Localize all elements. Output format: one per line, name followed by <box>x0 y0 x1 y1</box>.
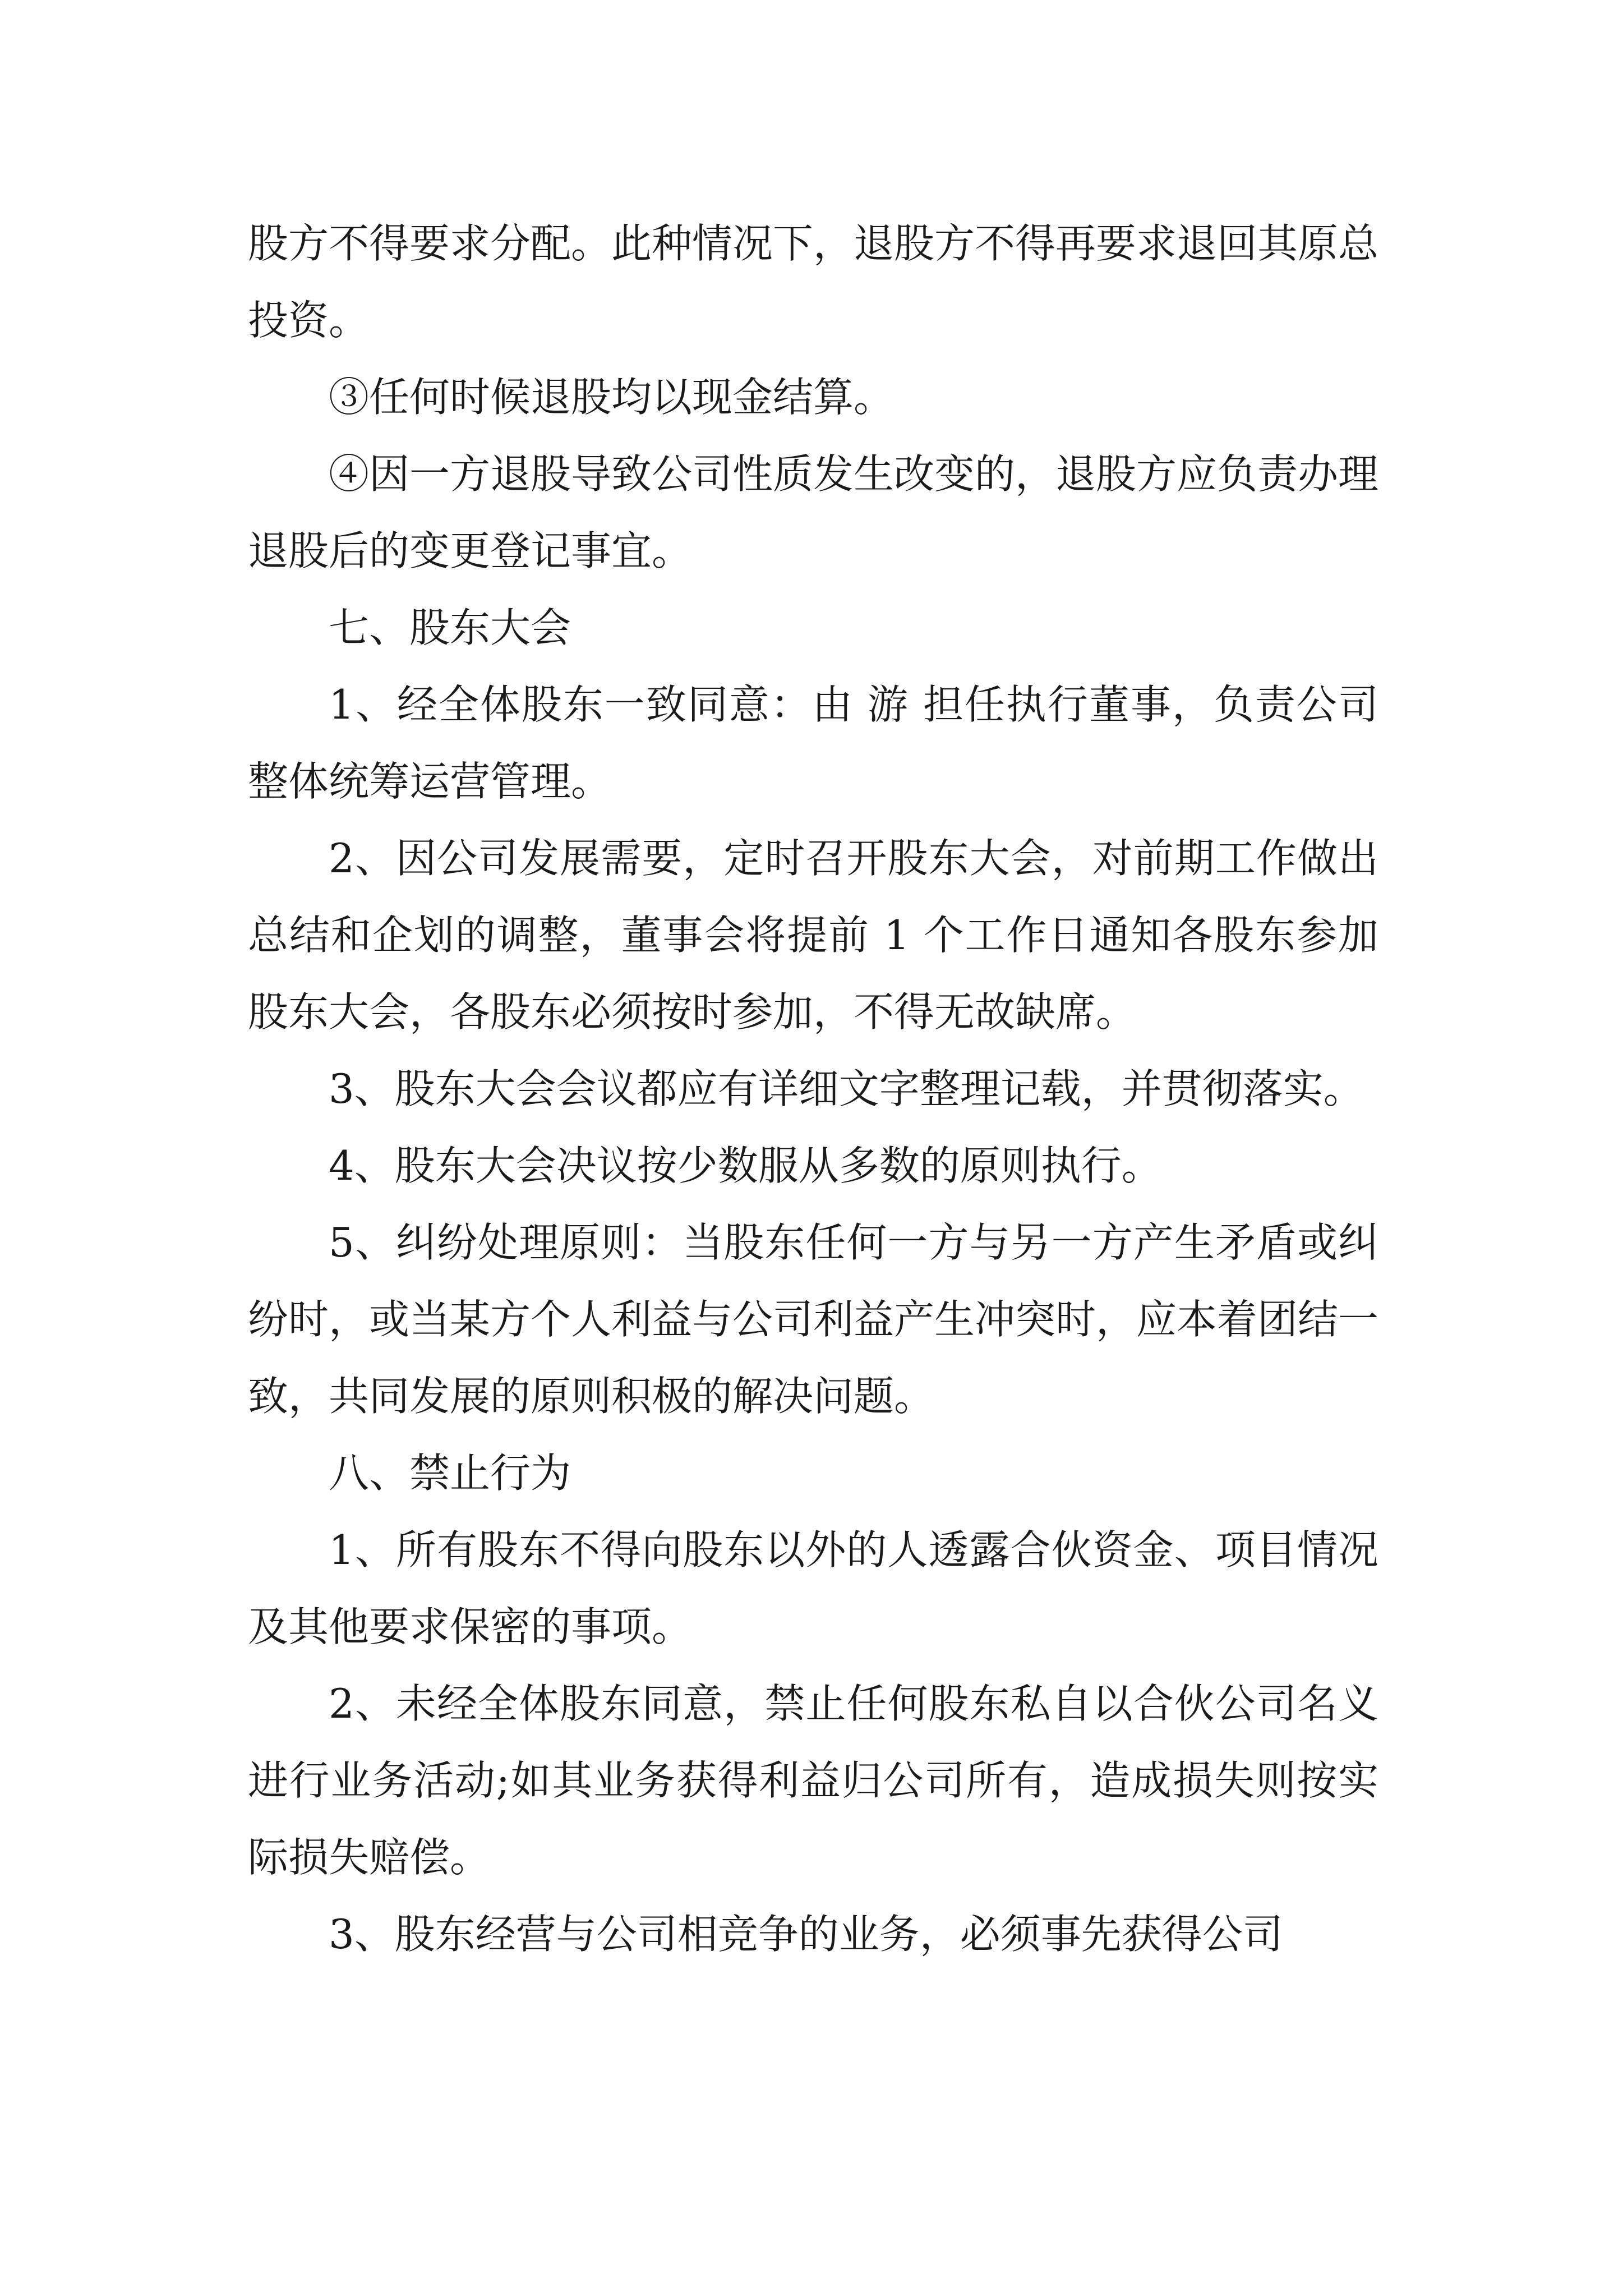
paragraph-continuation: 股方不得要求分配。此种情况下，退股方不得再要求退回其原总投资。 <box>248 220 1379 344</box>
paragraph-prohibited-1: 1、所有股东不得向股东以外的人透露合伙资金、项目情况及其他要求保密的事项。 <box>248 1526 1378 1650</box>
section-heading-shareholders-meeting: 七、股东大会 <box>329 604 571 651</box>
paragraph-prohibited-2: 2、未经全体股东同意，禁止任何股东私自以合伙公司名义进行业务活动;如其业务获得利益归公司所有，造成损失则按实际损失赔偿。 <box>248 1680 1378 1881</box>
paragraph-meeting-3: 3、股东大会会议都应有详细文字整理记载，并贯彻落实。 <box>329 1065 1364 1112</box>
paragraph-meeting-1: 1、经全体股东一致同意：由 游 担任执行董事，负责公司整体统筹运营管理。 <box>248 681 1378 805</box>
document-body <box>248 205 1378 1973</box>
paragraph-item-4: ④因一方退股导致公司性质发生改变的，退股方应负责办理退股后的变更登记事宜。 <box>248 450 1379 574</box>
paragraph-meeting-2: 2、因公司发展需要，定时召开股东大会，对前期工作做出总结和企划的调整，董事会将提前 1 个工作日通知各股东参加股东大会，各股东必须按时参加，不得无故缺席。 <box>248 835 1378 1036</box>
paragraph-item-3: ③任何时候退股均以现金结算。 <box>329 374 895 421</box>
paragraph-meeting-4: 4、股东大会决议按少数服从多数的原则执行。 <box>329 1142 1162 1189</box>
paragraph-prohibited-3: 3、股东经营与公司相竞争的业务，必须事先获得公司 <box>329 1911 1283 1958</box>
section-heading-prohibited-acts: 八、禁止行为 <box>329 1450 571 1497</box>
paragraph-meeting-5: 5、纠纷处理原则：当股东任何一方与另一方产生矛盾或纠纷时，或当某方个人利益与公司利益产生冲突时，应本着团结一致，共同发展的原则积极的解决问题。 <box>248 1219 1379 1420</box>
